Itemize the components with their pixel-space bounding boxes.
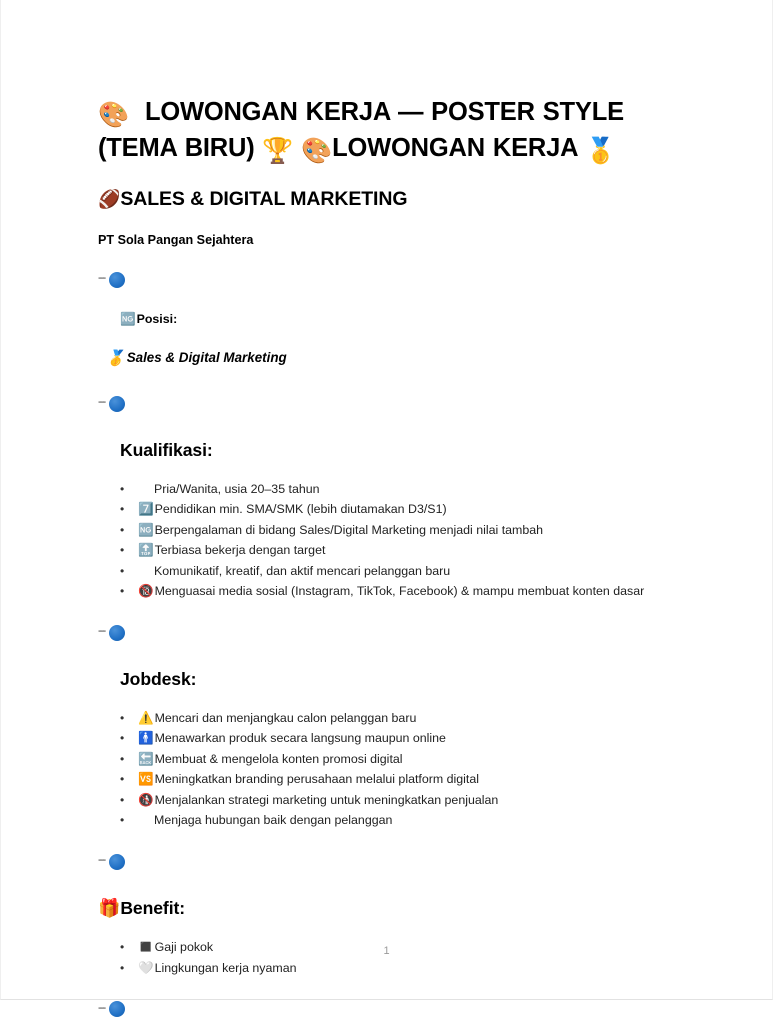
heading-kualifikasi: Kualifikasi: bbox=[120, 439, 213, 460]
warning-icon: ⚠️ bbox=[138, 710, 154, 725]
ng-square-icon: 🆖 bbox=[120, 312, 136, 326]
item-text: Pria/Wanita, usia 20–35 tahun bbox=[154, 481, 320, 496]
item-text: Mencari dan menjangkau calon pelanggan baru bbox=[154, 710, 417, 725]
heading-sales-digital-marketing bbox=[98, 188, 698, 211]
palette-icon-2: 🎨 bbox=[301, 137, 333, 165]
list-item bbox=[120, 520, 698, 541]
item-text: Meningkatkan branding perusahaan melalui platform digital bbox=[154, 772, 479, 787]
bullet-icon: • bbox=[120, 813, 125, 828]
no-one-under-eighteen-icon: 🔞 bbox=[138, 584, 154, 599]
page-number: 1 bbox=[383, 945, 390, 957]
item-text: Menjaga hubungan baik dengan pelanggan bbox=[154, 813, 393, 828]
bullet-icon: • bbox=[120, 960, 125, 975]
heading-benefit-label: Benefit: bbox=[120, 897, 185, 918]
ng-square-icon: 🆖 bbox=[138, 522, 154, 537]
bullet-icon: • bbox=[120, 481, 125, 496]
divider-dot-icon bbox=[109, 625, 125, 641]
section-divider bbox=[98, 625, 698, 641]
posisi-label: Posisi: bbox=[136, 312, 178, 327]
section-divider bbox=[98, 272, 698, 288]
list-item bbox=[120, 728, 698, 749]
list-item bbox=[120, 581, 698, 602]
list-item bbox=[120, 561, 698, 582]
list-item bbox=[120, 708, 698, 729]
divider-dot-icon bbox=[109, 1001, 125, 1017]
section-divider bbox=[98, 854, 698, 870]
item-text: Komunikatif, kreatif, dan aktif mencari pelanggan baru bbox=[154, 563, 451, 578]
item-text: Berpengalaman di bidang Sales/Digital Marketing menjadi nilai tambah bbox=[154, 522, 544, 537]
item-text: Pendidikan min. SMA/SMK (lebih diutamakan D3/S1) bbox=[154, 502, 447, 517]
heading-benefit bbox=[98, 898, 698, 920]
bullet-icon: • bbox=[120, 710, 125, 725]
item-text: Terbiasa bekerja dengan target bbox=[154, 543, 326, 558]
medal-icon: 🥇 bbox=[585, 137, 617, 165]
list-item bbox=[120, 479, 698, 500]
item-text: Menjalankan strategi marketing untuk meningkatkan penjualan bbox=[154, 792, 499, 807]
keycap-seven-icon: 7️⃣ bbox=[138, 502, 154, 517]
list-item bbox=[120, 810, 698, 831]
item-text: Gaji pokok bbox=[154, 940, 214, 955]
bullet-icon: • bbox=[120, 584, 125, 599]
jobdesk-list bbox=[120, 708, 698, 831]
mens-room-icon: 🚹 bbox=[138, 731, 154, 746]
page-title-line2: BIRU) bbox=[184, 134, 255, 162]
bullet-icon: • bbox=[120, 751, 125, 766]
posisi-value: Sales & Digital Marketing bbox=[126, 350, 287, 366]
item-text: Lingkungan kerja nyaman bbox=[154, 960, 297, 975]
bullet-icon: • bbox=[120, 792, 125, 807]
item-text: Menawarkan produk secara langsung maupun online bbox=[154, 731, 446, 746]
divider-dot-icon bbox=[109, 396, 125, 412]
list-item bbox=[120, 958, 698, 979]
posisi-label-row bbox=[120, 312, 698, 328]
football-icon: 🏈 bbox=[98, 189, 121, 209]
section-divider bbox=[98, 396, 698, 412]
item-text: Menguasai media sosial (Instagram, TikTok, Facebook) & mampu membuat konten dasar bbox=[154, 584, 645, 599]
bullet-icon: • bbox=[120, 543, 125, 558]
palette-icon: 🎨 bbox=[98, 101, 129, 129]
divider-dashes: --- bbox=[98, 1001, 105, 1014]
kualifikasi-list bbox=[120, 479, 698, 602]
top-arrow-icon: 🔝 bbox=[138, 543, 154, 558]
black-square-icon: ◼️ bbox=[138, 940, 154, 955]
bullet-icon: • bbox=[120, 563, 125, 578]
trophy-icon: 🏆 bbox=[262, 137, 294, 165]
page-title-line2b: LOWONGAN KERJA bbox=[332, 134, 578, 162]
list-item bbox=[120, 769, 698, 790]
divider-dashes: --- bbox=[98, 625, 105, 638]
divider-dashes: --- bbox=[98, 854, 105, 867]
medal-icon-2: 🥇 bbox=[106, 349, 125, 367]
bullet-icon: • bbox=[120, 522, 125, 537]
section-divider bbox=[98, 1001, 698, 1017]
heading-sales-label: SALES & DIGITAL MARKETING bbox=[120, 188, 408, 210]
benefit-list bbox=[120, 937, 698, 978]
divider-dashes: --- bbox=[98, 396, 105, 408]
bullet-icon: • bbox=[120, 772, 125, 787]
item-text: Membuat & mengelola konten promosi digital bbox=[154, 751, 403, 766]
heading-jobdesk: Jobdesk: bbox=[120, 668, 197, 689]
posisi-value-row bbox=[106, 350, 698, 368]
back-arrow-icon: 🔙 bbox=[138, 751, 154, 766]
list-item bbox=[120, 540, 698, 561]
page-title bbox=[98, 96, 698, 168]
versus-icon: 🆚 bbox=[138, 772, 154, 787]
divider-dashes: --- bbox=[98, 272, 105, 284]
list-item bbox=[120, 790, 698, 811]
company-name: PT Sola Pangan Sejahtera bbox=[98, 233, 254, 248]
divider-dot-icon bbox=[109, 854, 125, 870]
bullet-icon: • bbox=[120, 502, 125, 517]
list-item bbox=[120, 499, 698, 520]
bullet-icon: • bbox=[120, 731, 125, 746]
gift-icon: 🎁 bbox=[98, 897, 121, 918]
page-title-line1: LOWONGAN KERJA — POSTER STYLE (TEMA bbox=[98, 98, 624, 162]
divider-dot-icon bbox=[109, 272, 125, 288]
list-item bbox=[120, 749, 698, 770]
white-heart-icon: 🤍 bbox=[138, 960, 154, 975]
no-littering-icon: 🚯 bbox=[138, 792, 154, 807]
bullet-icon: • bbox=[120, 940, 125, 955]
